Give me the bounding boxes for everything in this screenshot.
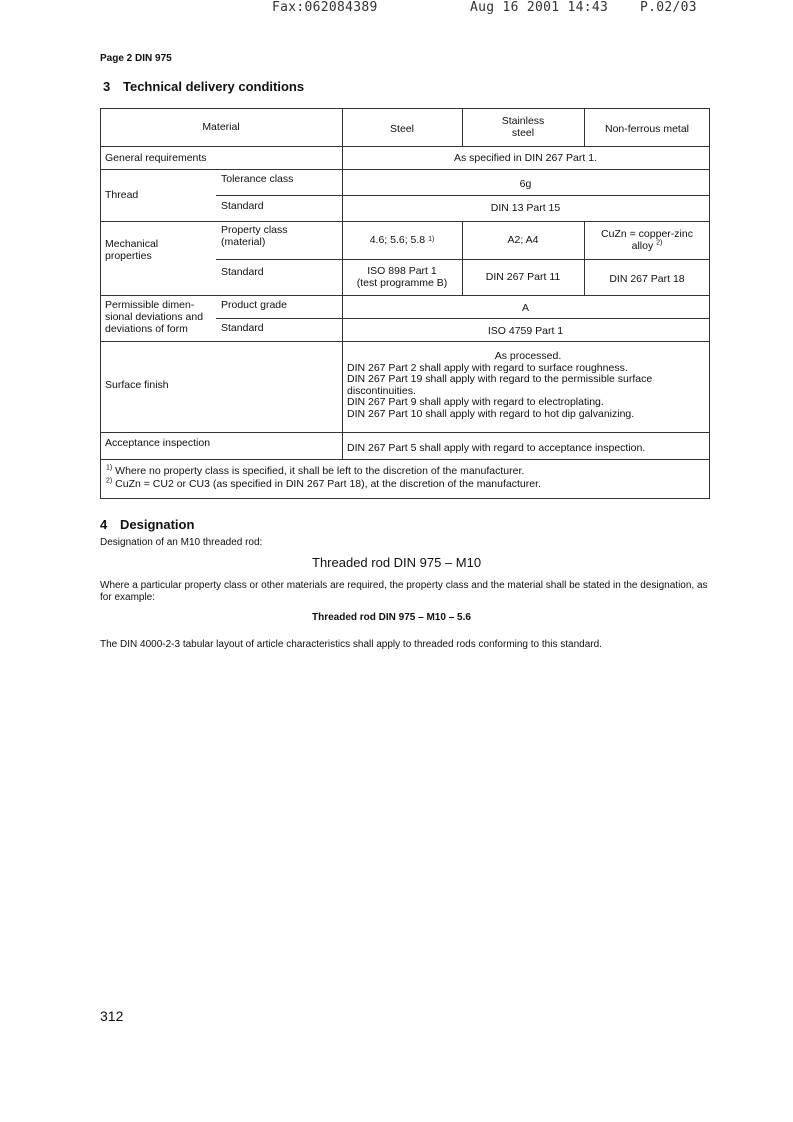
section-4-heading <box>100 517 194 532</box>
label-permissible-deviations <box>100 295 216 339</box>
label-thread: Thread <box>105 189 139 201</box>
label-mechanical-line2: properties <box>105 250 152 262</box>
value-surface-finish <box>347 351 709 420</box>
value-tolerance-class: 6g <box>519 178 532 190</box>
fax-number: Fax:062084389 <box>272 0 378 15</box>
header-non-ferrous: Non-ferrous metal <box>604 123 690 135</box>
footnote-1 <box>106 465 524 477</box>
header-stainless-steel <box>462 108 584 146</box>
surface-line: DIN 267 Part 2 shall apply with regard to surface roughness. <box>347 361 628 374</box>
value-steel-property-class: 4.6; 5.6; 5.8 1) <box>369 234 435 246</box>
footnote-ref-2: 2) <box>656 239 663 247</box>
section-number: 3 <box>103 79 111 94</box>
label-product-grade: Product grade <box>221 298 287 311</box>
fax-page: P.02/03 <box>640 0 697 15</box>
surface-line: discontinuities. <box>347 384 416 397</box>
footnote-mark: 1) <box>106 464 113 472</box>
label-acceptance-inspection: Acceptance inspection <box>105 437 211 449</box>
designation-paragraph: Where a particular property class or other materials are required, the property class and the material shall be stated in the designation, as for example: <box>100 580 708 603</box>
label-mechanical-line1: Mechanical <box>105 238 159 250</box>
label-permissible-line3: deviations of form <box>105 323 188 335</box>
surface-lines <box>347 363 709 421</box>
label-tolerance-class: Tolerance class <box>221 173 294 185</box>
value-product-grade: A <box>521 301 529 314</box>
section-title: Technical delivery conditions <box>123 79 305 94</box>
value-steel-standard <box>342 259 462 295</box>
nonferrous-line2 <box>632 240 663 252</box>
value-stainless-property-class: A2; A4 <box>507 234 539 246</box>
value-nonferrous-property-class <box>584 221 710 259</box>
section-number: 4 <box>100 517 108 532</box>
label-property-class-line1: Property class <box>221 224 288 236</box>
header-material: Material <box>202 121 240 133</box>
footnote-mark: 2) <box>106 477 113 485</box>
fax-date: Aug 16 2001 14:43 <box>470 0 609 15</box>
surface-line: DIN 267 Part 10 shall apply with regard to hot dip galvanizing. <box>347 407 635 420</box>
designation-intro: Designation of an M10 threaded rod: <box>100 537 263 548</box>
label-general-requirements: General requirements <box>105 151 207 164</box>
page-number: 312 <box>100 1008 124 1024</box>
value-permissible-standard: ISO 4759 Part 1 <box>487 325 564 337</box>
table-border-bottom <box>100 498 710 499</box>
designation-example: Threaded rod DIN 975 – M10 <box>312 555 482 570</box>
value-stainless-standard: DIN 267 Part 11 <box>485 271 561 283</box>
steel-property-class-text: 4.6; 5.6; 5.8 <box>369 234 426 246</box>
label-permissible-standard: Standard <box>221 321 264 334</box>
section-title: Designation <box>120 517 195 532</box>
label-property-class <box>216 221 342 251</box>
nonferrous-alloy-text: alloy <box>631 240 654 252</box>
page-reference: Page 2 DIN 975 <box>100 53 172 64</box>
surface-line: DIN 267 Part 9 shall apply with regard to electroplating. <box>347 396 604 408</box>
label-surface-finish: Surface finish <box>105 379 169 391</box>
nonferrous-line1: CuZn = copper-zinc <box>601 228 693 240</box>
steel-standard-line1: ISO 898 Part 1 <box>367 265 437 277</box>
label-mechanical-standard: Standard <box>221 266 264 278</box>
value-general-requirements: As specified in DIN 267 Part 1. <box>454 151 597 164</box>
label-thread-standard: Standard <box>221 200 264 212</box>
label-mechanical-properties <box>100 232 216 268</box>
value-nonferrous-standard: DIN 267 Part 18 <box>609 273 685 285</box>
footnote-2 <box>106 478 541 490</box>
header-stainless-line1: Stainless <box>501 115 545 127</box>
header-stainless-line2: steel <box>511 127 535 139</box>
steel-standard-line2: (test programme B) <box>356 277 448 289</box>
designation-example-with-class: Threaded rod DIN 975 – M10 – 5.6 <box>312 612 471 623</box>
surface-first-line: As processed. <box>494 350 562 362</box>
surface-line: DIN 267 Part 19 shall apply with regard to the permissible surface <box>347 373 653 385</box>
label-permissible-line1: Permissible dimen- <box>105 299 195 311</box>
footnote-text: Where no property class is specified, it shall be left to the discretion of the manufacturer. <box>115 465 525 477</box>
table-border-right <box>709 108 710 498</box>
label-property-class-line2: (material) <box>221 236 266 248</box>
header-steel: Steel <box>390 123 414 135</box>
value-thread-standard: DIN 13 Part 15 <box>490 202 561 214</box>
tabular-layout-note: The DIN 4000-2-3 tabular layout of article characteristics shall apply to threaded rods conforming to this standard. <box>100 639 602 650</box>
value-acceptance-inspection: DIN 267 Part 5 shall apply with regard to acceptance inspection. <box>347 442 646 454</box>
label-permissible-line2: sional deviations and <box>105 311 204 323</box>
footnote-text: CuZn = CU2 or CU3 (as specified in DIN 267 Part 18), at the discretion of the manufacturer. <box>115 478 541 490</box>
